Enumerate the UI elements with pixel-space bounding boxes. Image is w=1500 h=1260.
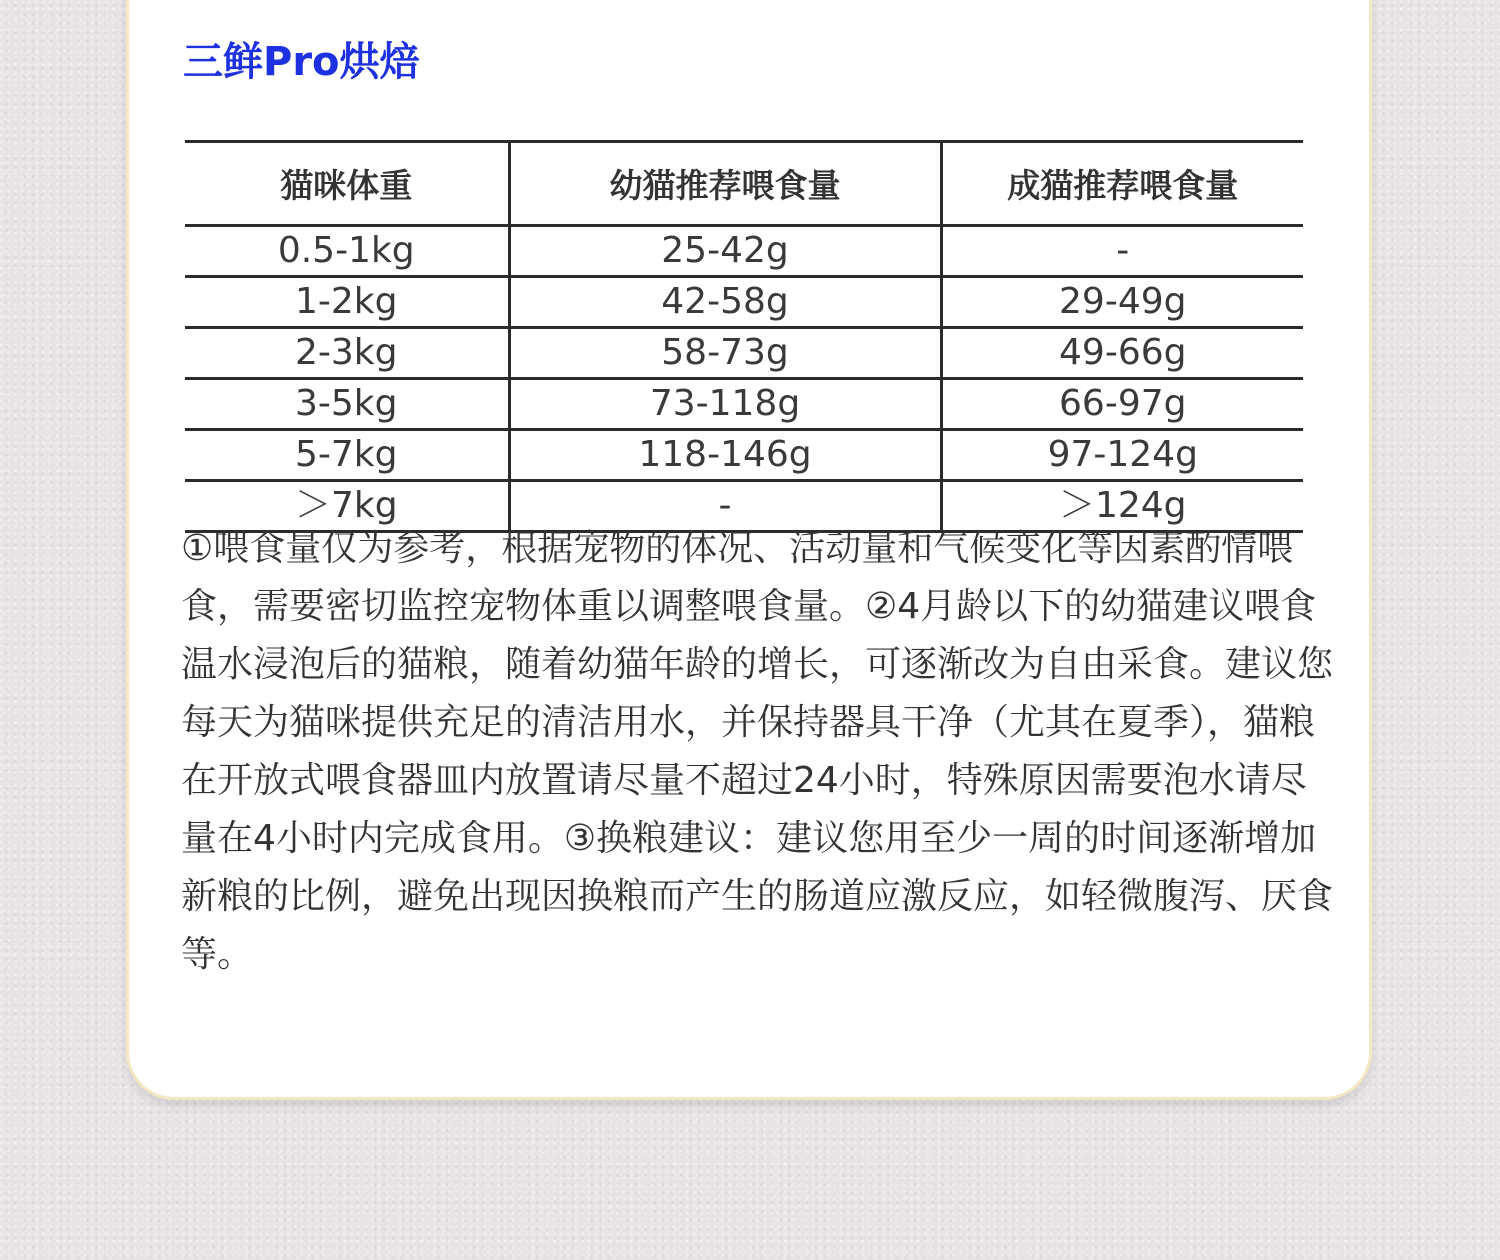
cell-weight: 1-2kg [295,281,398,322]
cell-adult: 97-124g [941,430,1303,481]
cell-adult: 49-66g [941,328,1303,379]
cell-weight: 5-7kg [295,434,398,475]
table-row [185,277,1303,328]
cell-weight: ＞7kg [294,485,398,526]
cell-adult: 29-49g [941,277,1303,328]
table-row [185,379,1303,430]
cell-kitten: - [509,481,941,532]
table-header-row [185,142,1303,226]
cell-weight: 0.5-1kg [277,230,415,271]
cell-adult: - [941,226,1303,277]
cell-kitten: 42-58g [509,277,941,328]
cell-weight: 3-5kg [295,383,398,424]
feeding-table [185,140,1303,533]
cell-adult: 66-97g [941,379,1303,430]
product-title: 三鲜Pro烘焙 [183,39,420,85]
table-row [185,226,1303,277]
content-card [126,0,1372,1100]
header-cat-weight: 猫咪体重 [280,166,413,205]
table-row [185,430,1303,481]
cell-kitten: 25-42g [509,226,941,277]
cell-kitten: 58-73g [509,328,941,379]
cell-kitten: 73-118g [509,379,941,430]
cell-weight: 2-3kg [295,332,398,373]
table-row [185,328,1303,379]
cell-adult: ＞124g [941,481,1303,532]
cell-kitten: 118-146g [509,430,941,481]
header-adult-amount: 成猫推荐喂食量 [941,142,1303,226]
feeding-notes: ①喂食量仅为参考，根据宠物的体况、活动量和气候变化等因素酌情喂食，需要密切监控宠物体重以调整喂食量。②4月龄以下的幼猫建议喂食温水浸泡后的猫粮，随着幼猫年龄的增长，可逐渐改为自由采食。建议您每天为猫咪提供充足的清洁用水，并保持器具干净（尤其在夏季），猫粮在开放式喂食器皿内放置请尽量不超过24小时，特殊原因需要泡水请尽量在4小时内完成食用。③换粮建议：建议您用至少一周的时间逐渐增加新粮的比例，避免出现因换粮而产生的肠道应激反应，如轻微腹泻、厌食等。 [181,528,1334,975]
header-kitten-amount: 幼猫推荐喂食量 [509,142,941,226]
